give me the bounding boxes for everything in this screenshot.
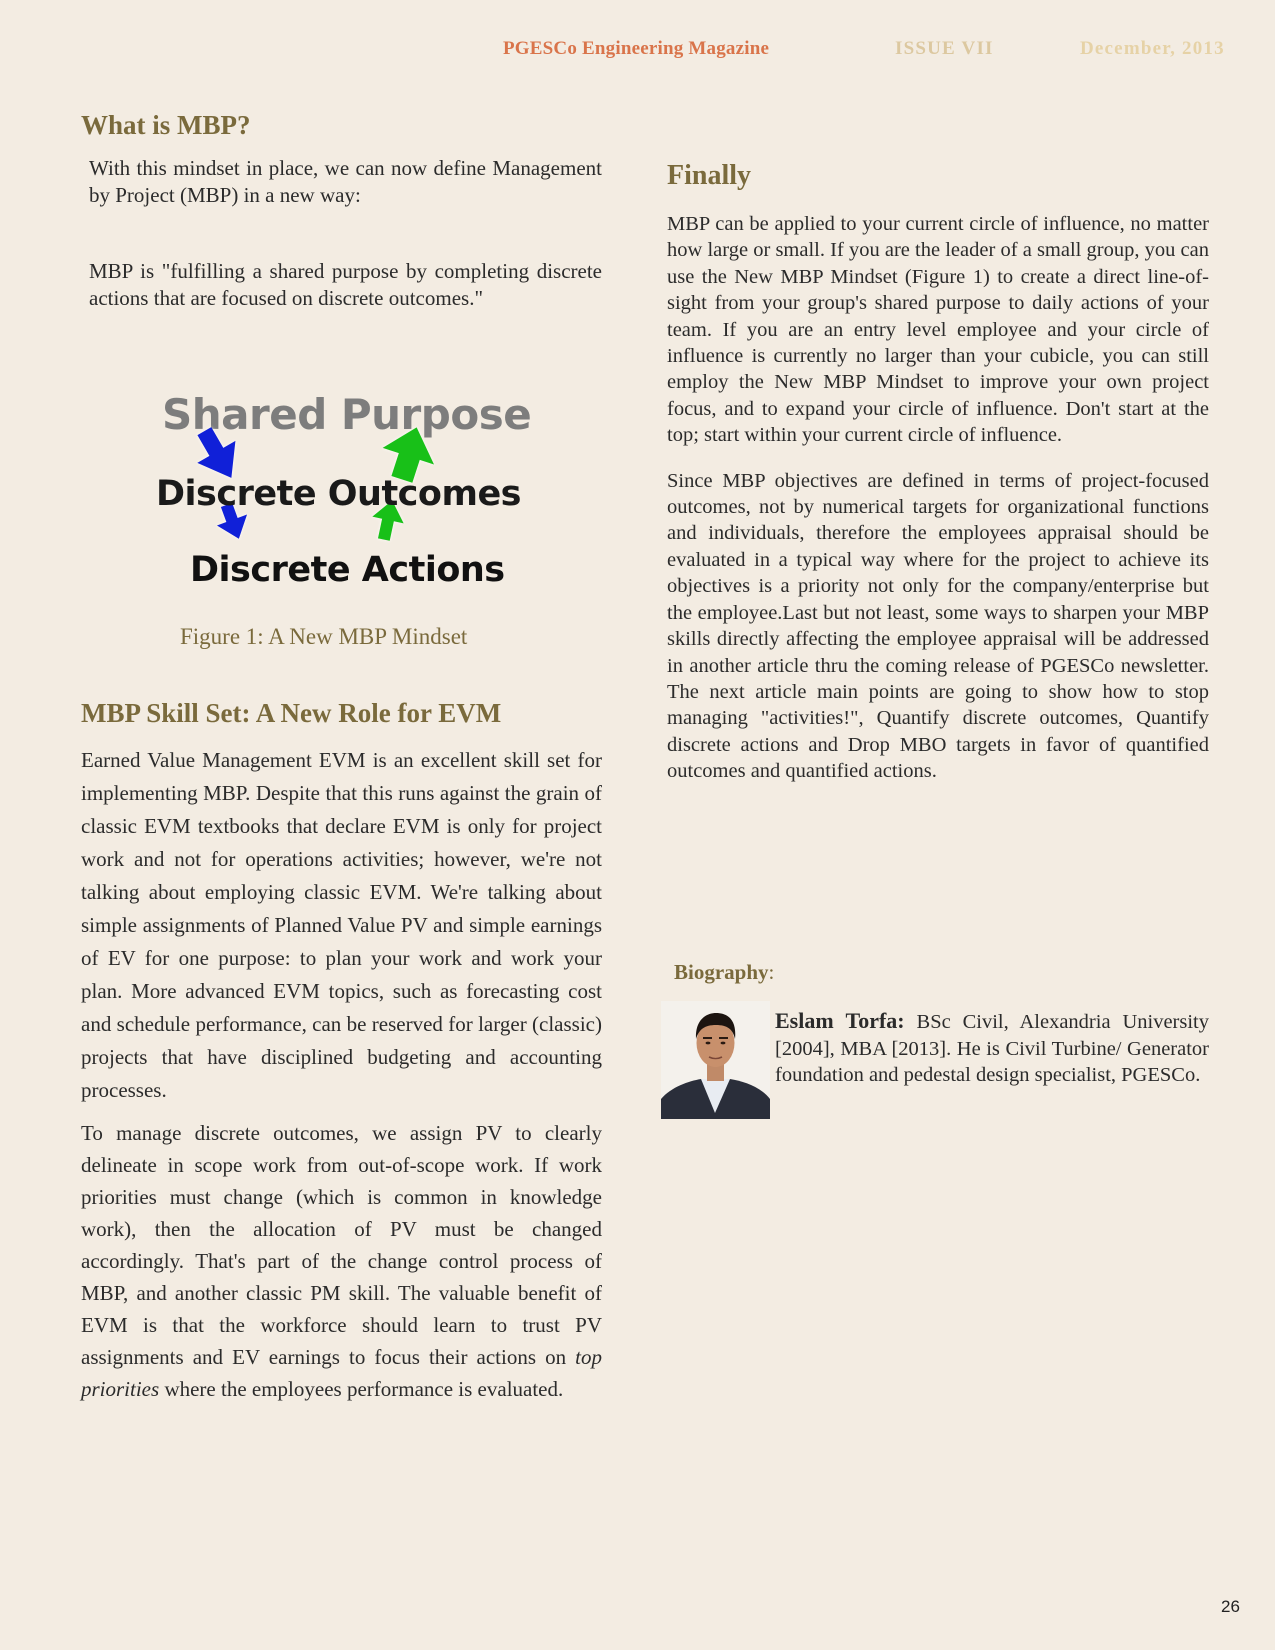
author-bio [775,1008,1209,1089]
finally-paragraph-2: Since MBP objectives are defined in terms of project-focused outcomes, not by numerical targets for organizational functions and individuals, therefore the employees appraisal should be evaluated in a typical way where for the project to achieve its objectives is a priority not only for the company/enterprise but the employee.Last but not least, some ways to sharpen your MBP skills directly affecting the employee appraisal will be addressed in another article thru the coming release of PGESCo newsletter. The next article main points are going to show how to stop managing "activities!", Quantify discrete outcomes, Quantify discrete actions and Drop MBO targets in favor of quantified outcomes and quantified actions. [667,469,1209,783]
biography-label-text: Biography [674,960,769,984]
author-portrait-icon [661,1001,770,1119]
mbp-mindset-figure [150,390,532,610]
mbp-intro-paragraph: With this mindset in place, we can now define Management by Project (MBP) in a new way: [89,156,602,207]
figure-label-discrete-outcomes: Discrete Outcomes [156,474,522,514]
left-column [81,110,602,312]
figure-label-discrete-actions: Discrete Actions [190,550,505,590]
skill-set-section [81,698,602,1405]
section-title-what-is-mbp: What is MBP? [81,110,251,140]
discrete-outcomes-text-end: where the employees performance is evaluated. [159,1377,564,1401]
section-title-finally: Finally [667,160,752,191]
section-title-skill-set: MBP Skill Set: A New Role for EVM [81,698,502,728]
mbp-definition-paragraph: MBP is "fulfilling a shared purpose by completing discrete actions that are focused on discrete outcomes." [89,259,602,310]
figure-label-shared-purpose: Shared Purpose [162,390,532,439]
issue-date: December, 2013 [1080,38,1225,59]
discrete-outcomes-paragraph [81,1117,602,1405]
evm-paragraph: Earned Value Management EVM is an excellent skill set for implementing MBP. Despite that this runs against the grain of classic EVM textbooks that declare EVM is only for project work and not for operations activities; however, we're not talking about employing classic EVM. We're talking about simple assignments of Planned Value PV and simple earnings of EV for one purpose: to plan your work and work your plan. More advanced EVM topics, such as forecasting cost and schedule performance, can be reserved for larger (classic) projects that have disciplined budgeting and accounting processes. [81,748,602,1102]
right-column [667,160,1209,785]
author-bio-text: BSc Civil, Alexandria University [2004], MBA [2013]. He is Civil Turbine/ Generator foundation and pedestal design specialist, PGESCo. [775,1011,1209,1086]
author-photo [661,1001,770,1119]
biography-label-colon: : [768,960,775,984]
discrete-outcomes-text: To manage discrete outcomes, we assign PV to clearly delineate in scope work from out-of-scope work. If work priorities must change (which is common in knowledge work), then the allocation of PV must be changed accordingly. That's part of the change control process of MBP, and another classic PM skill. The valuable benefit of EVM is that the workforce should learn to trust PV assignments and EV earnings to focus their actions on [81,1121,602,1369]
issue-label: ISSUE VII [895,38,994,59]
figure-caption: Figure 1: A New MBP Mindset [180,624,468,649]
page-number: 26 [1221,1597,1240,1616]
magazine-title: PGESCo Engineering Magazine [503,38,770,59]
top-priorities-emphasis: top priorities [81,1345,602,1401]
biography-label [674,960,774,985]
author-name: Eslam Torfa: [775,1008,905,1033]
finally-paragraph-1: MBP can be applied to your current circle of influence, no matter how large or small. If you are the leader of a small group, you can use the New MBP Mindset (Figure 1) to create a direct line-of-sight from your group's shared purpose to daily actions of your team. If you are an entry level employee and your circle of influence is currently no larger than your cubicle, you can still employ the New MBP Mindset to improve your own project focus, and to expand your circle of influence. Don't start at the top; start within your current circle of influence. [667,213,1209,447]
